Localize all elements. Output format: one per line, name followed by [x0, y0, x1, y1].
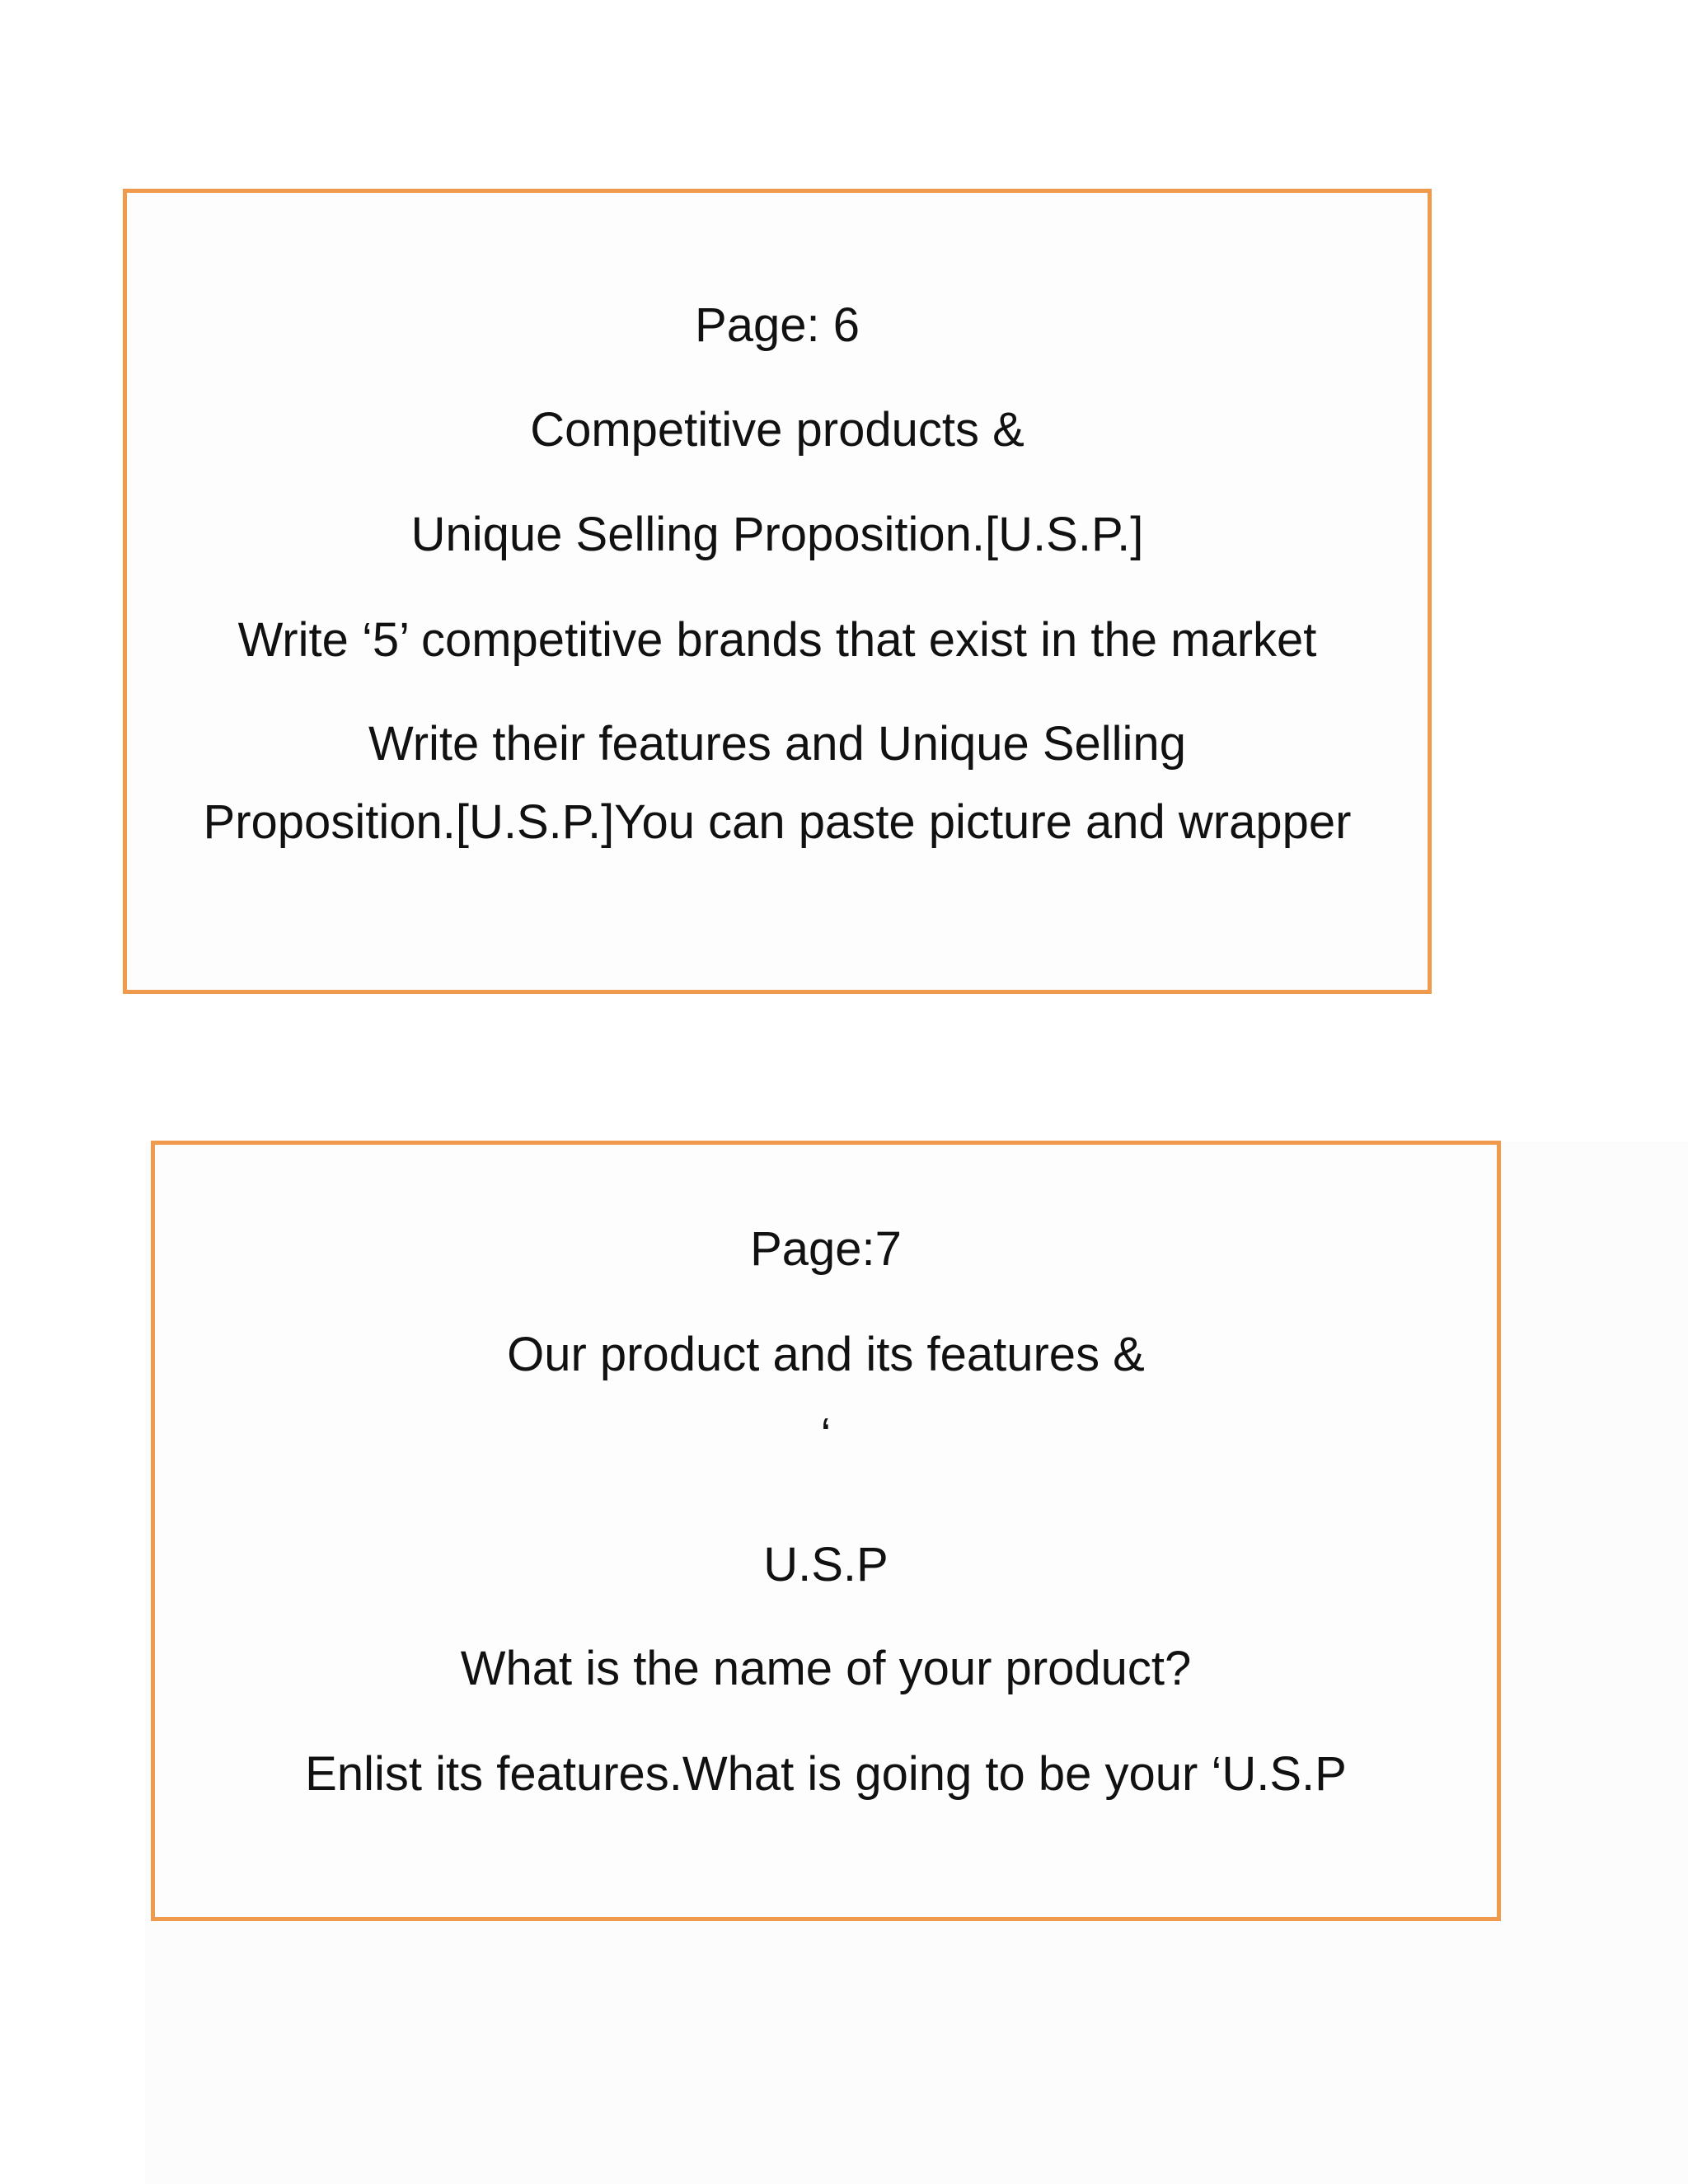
page-7-label: Page:7 [750, 1222, 902, 1276]
page-6-box [123, 189, 1432, 994]
page-7-heading-line2: U.S.P [763, 1538, 889, 1591]
page-7-question-2: Enlist its features.What is going to be your ‘U.S.P [305, 1747, 1347, 1801]
page-7-stray-mark: ‘ [820, 1408, 832, 1462]
page-7-question-1: What is the name of your product? [460, 1642, 1192, 1695]
page-6-heading-line1: Competitive products & [530, 403, 1025, 457]
page-6-instruction-2a: Write their features and Unique Selling [368, 717, 1186, 771]
page-6-heading-line2: Unique Selling Proposition.[U.S.P.] [410, 508, 1144, 561]
page-7-heading-line1: Our product and its features & [507, 1328, 1145, 1381]
page-6-label: Page: 6 [695, 298, 860, 352]
page-7-box [151, 1141, 1501, 1921]
page-6-instruction-1: Write ‘5’ competitive brands that exist in the market [237, 613, 1317, 667]
page-6-instruction-2b: Proposition.[U.S.P.]You can paste picture and wrapper [203, 795, 1352, 849]
